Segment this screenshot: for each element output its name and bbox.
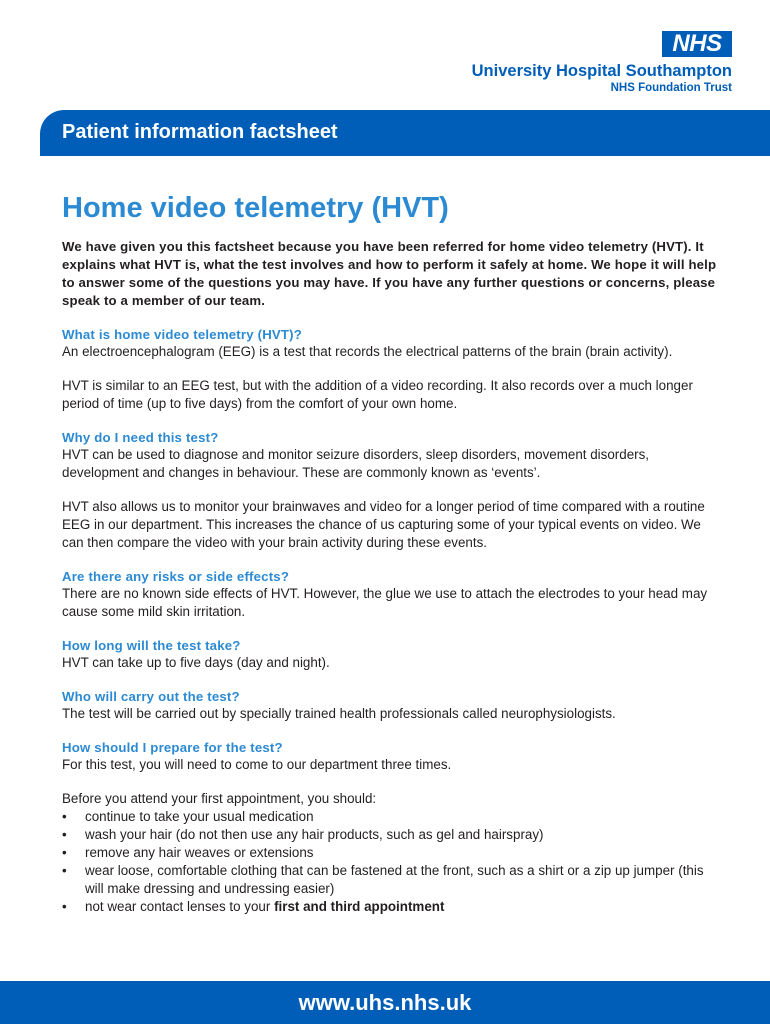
prep-list bbox=[62, 808, 722, 916]
section-heading: Why do I need this test? bbox=[62, 430, 219, 445]
section-heading: Are there any risks or side effects? bbox=[62, 569, 290, 584]
organisation-name: University Hospital Southampton bbox=[471, 62, 732, 80]
document-body bbox=[62, 190, 722, 932]
bullet: • bbox=[62, 809, 67, 824]
section-paragraph: HVT can be used to diagnose and monitor seizure disorders, sleep disorders, movement disorders, development and changes in behaviour. These are commonly known as ‘events’. bbox=[62, 447, 650, 480]
section-paragraph: The test will be carried out by specially trained health professionals called neurophysiologists. bbox=[62, 706, 616, 721]
page-title: Home video telemetry (HVT) bbox=[62, 192, 449, 224]
section-paragraph: HVT can take up to five days (day and night). bbox=[62, 655, 330, 670]
section-prepare bbox=[62, 739, 722, 916]
section-heading: Who will carry out the test? bbox=[62, 689, 240, 704]
intro-paragraph: We have given you this factsheet because you have been referred for home video telemetry (HVT). It explains what HVT is, what the test involves and how to perform it safely at home. We hope it will help to answer some of the questions you may have. If you have any further questions or concerns, please speak to a member of our team. bbox=[62, 239, 717, 308]
organisation-trust: NHS Foundation Trust bbox=[610, 82, 732, 94]
page-footer bbox=[0, 981, 770, 1024]
section-duration bbox=[62, 637, 722, 672]
website-link[interactable]: www.uhs.nhs.uk bbox=[298, 990, 472, 1015]
section-who bbox=[62, 688, 722, 723]
section-risks bbox=[62, 568, 722, 621]
list-item: • wash your hair (do not then use any hair products, such as gel and hairspray) bbox=[62, 827, 544, 842]
section-paragraph: HVT also allows us to monitor your brainwaves and video for a longer period of time compared with a routine EEG in our department. This increases the chance of us capturing some of your typical events on video. We can then compare the video with your brain activity during these events. bbox=[62, 499, 705, 550]
prep-lead: Before you attend your first appointment, you should: bbox=[62, 791, 377, 806]
section-paragraph: For this test, you will need to come to our department three times. bbox=[62, 757, 452, 772]
factsheet-banner bbox=[40, 110, 770, 156]
bullet: • bbox=[62, 899, 67, 914]
list-item: • not wear contact lenses to your first and third appointment bbox=[62, 899, 445, 914]
section-why-test bbox=[62, 429, 722, 552]
list-item: • wear loose, comfortable clothing that can be fastened at the front, such as a shirt or a zip up jumper (this will make dressing and undressing easier) bbox=[62, 863, 704, 896]
section-what-is-hvt bbox=[62, 326, 722, 413]
bullet: • bbox=[62, 863, 67, 878]
list-item: • continue to take your usual medication bbox=[62, 809, 314, 824]
section-paragraph: There are no known side effects of HVT. However, the glue we use to attach the electrodes to your head may cause some mild skin irritation. bbox=[62, 586, 708, 619]
section-paragraph: An electroencephalogram (EEG) is a test that records the electrical patterns of the brain (brain activity). bbox=[62, 344, 673, 359]
emphasis-text: first and third appointment bbox=[274, 899, 445, 914]
section-heading: How should I prepare for the test? bbox=[62, 740, 283, 755]
list-item: • remove any hair weaves or extensions bbox=[62, 845, 314, 860]
page-header bbox=[0, 0, 770, 160]
banner-label: Patient information factsheet bbox=[62, 121, 338, 143]
section-heading: What is home video telemetry (HVT)? bbox=[62, 327, 303, 342]
bullet: • bbox=[62, 827, 67, 842]
section-heading: How long will the test take? bbox=[62, 638, 241, 653]
section-paragraph: HVT is similar to an EEG test, but with the addition of a video recording. It also records over a much longer period of time (up to five days) from the comfort of your own home. bbox=[62, 378, 693, 411]
bullet: • bbox=[62, 845, 67, 860]
nhs-logo: NHS bbox=[662, 31, 732, 57]
